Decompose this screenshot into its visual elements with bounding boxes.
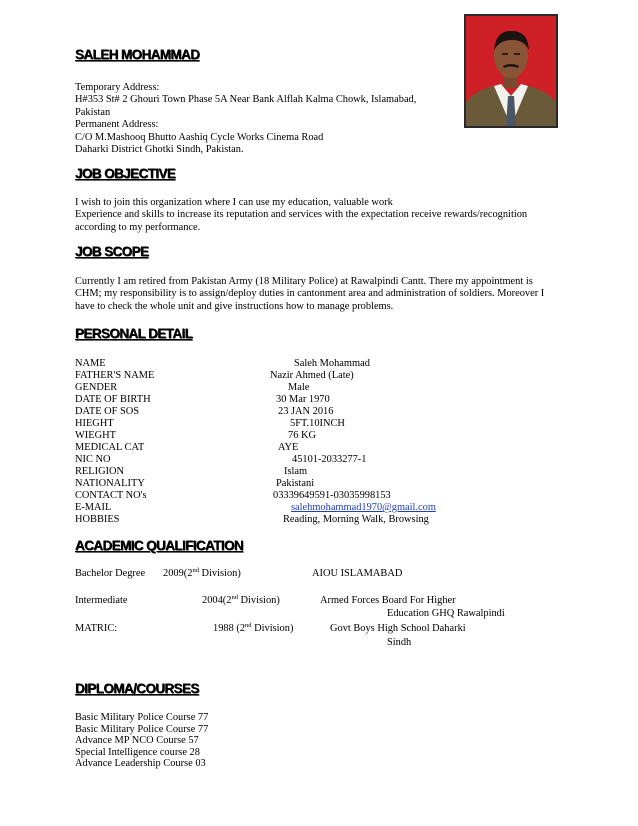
personal-value: Reading, Morning Walk, Browsing	[283, 514, 429, 525]
bachelor-year	[163, 568, 241, 580]
ordinal-suffix: nd	[192, 567, 199, 574]
course-item: Advance Leadership Course 03	[75, 758, 206, 770]
personal-value: Saleh Mohammad	[294, 358, 370, 369]
diploma-list	[75, 712, 208, 770]
year-text: 2004(2	[202, 595, 232, 606]
scope-line: Currently I am retired from Pakistan Army (18 Military Police) at Rawalpindi Cantt. There my appointment is	[75, 276, 533, 287]
personal-row	[75, 430, 535, 442]
personal-row	[75, 454, 535, 466]
temp-address-label: Temporary Address:	[75, 82, 160, 93]
intermediate-institution-line1: Armed Forces Board For Higher	[320, 595, 456, 606]
personal-value: Male	[288, 382, 310, 393]
personal-key: NATIONALITY	[75, 478, 145, 489]
personal-row	[75, 358, 535, 370]
personal-row	[75, 514, 535, 526]
personal-key: HOBBIES	[75, 514, 120, 525]
personal-value: Islam	[284, 466, 308, 477]
personal-value: 30 Mar 1970	[276, 394, 330, 405]
personal-key: HIEGHT	[75, 418, 114, 429]
personal-row	[75, 490, 535, 502]
diploma-heading: DIPLOMA/COURSES	[75, 681, 199, 696]
intermediate-year	[202, 595, 280, 607]
personal-row	[75, 382, 535, 394]
intermediate-degree: Intermediate	[75, 595, 128, 606]
personal-key: WIEGHT	[75, 430, 116, 441]
personal-value: 76 KG	[288, 430, 316, 441]
personal-detail-heading: PERSONAL DETAIL	[75, 326, 193, 341]
personal-row	[75, 502, 535, 514]
intermediate-institution-line2: Education GHQ Rawalpindi	[387, 608, 505, 619]
ordinal-suffix: nd	[231, 594, 238, 601]
academic-heading: ACADEMIC QUALIFICATION	[75, 538, 244, 553]
course-item: Basic Military Police Course 77	[75, 723, 209, 735]
ordinal-suffix: nd	[245, 622, 252, 629]
profile-photo	[464, 14, 558, 128]
year-text: 2009(2	[163, 568, 193, 579]
personal-key: DATE OF SOS	[75, 406, 140, 417]
objective-line: Experience and skills to increase its reputation and services with the expectation receive rewards/recognition	[75, 209, 528, 221]
personal-row	[75, 442, 535, 454]
personal-row	[75, 418, 535, 430]
personal-key: GENDER	[75, 382, 118, 393]
objective-line: I wish to join this organization where I can use my education, valuable work	[75, 197, 393, 208]
scope-line: CHM; my responsibility is to assign/deploy duties in cantonment area and administration of soldiers. Moreover I	[75, 288, 545, 300]
temp-address-line1: H#353 St# 2 Ghouri Town Phase 5A Near Bank Alflah Kalma Chowk, Islamabad,	[75, 94, 417, 106]
personal-value: Nazir Ahmed (Late)	[270, 370, 354, 381]
personal-row	[75, 394, 535, 406]
email-link[interactable]: salehmohammad1970@gmail.com	[291, 502, 436, 513]
personal-value: 23 JAN 2016	[278, 406, 334, 417]
personal-row	[75, 466, 535, 478]
job-scope-text	[75, 276, 544, 313]
personal-key: FATHER'S NAME	[75, 370, 155, 381]
personal-value: 03339649591-03035998153	[273, 490, 391, 501]
job-objective-heading: JOB OBJECTIVE	[75, 166, 176, 181]
year-text: 1988 (2	[213, 623, 246, 634]
personal-key: MEDICAL CAT	[75, 442, 145, 453]
bachelor-degree: Bachelor Degree	[75, 568, 146, 579]
matric-year	[213, 623, 293, 635]
personal-row	[75, 370, 535, 382]
personal-row	[75, 406, 535, 418]
personal-key: NAME	[75, 358, 106, 369]
scope-line: have to check the whole unit and give instructions how to manage problems.	[75, 300, 394, 312]
personal-value: 45101-2033277-1	[292, 454, 367, 465]
matric-institution-line2: Sindh	[387, 637, 412, 648]
job-scope-heading: JOB SCOPE	[75, 244, 149, 259]
course-item: Basic Military Police Course 77	[75, 712, 209, 723]
perm-address-line2: Daharki District Ghotki Sindh, Pakistan.	[75, 144, 244, 156]
personal-key: RELIGION	[75, 466, 125, 477]
matric-degree: MATRIC:	[75, 623, 118, 634]
temp-address-line2: Pakistan	[75, 106, 111, 118]
personal-value: Pakistani	[276, 478, 315, 489]
division-text: Division)	[237, 595, 280, 606]
objective-line: according to my performance.	[75, 221, 201, 233]
personal-key: CONTACT NO's	[75, 490, 147, 501]
course-item: Special Intelligence course 28	[75, 746, 200, 758]
personal-key: E-MAIL	[75, 502, 112, 513]
bachelor-institution: AIOU ISLAMABAD	[312, 568, 403, 579]
course-item: Advance MP NCO Course 57	[75, 735, 199, 747]
matric-institution-line1: Govt Boys High School Daharki	[330, 623, 466, 634]
person-portrait-image	[466, 16, 556, 126]
personal-row	[75, 478, 535, 490]
perm-address-label: Permanent Address:	[75, 119, 159, 131]
personal-value: 5FT.10INCH	[290, 418, 345, 429]
job-objective-text	[75, 197, 527, 234]
personal-key: NIC NO	[75, 454, 111, 465]
personal-key: DATE OF BIRTH	[75, 394, 151, 405]
division-text: Division)	[251, 623, 294, 634]
personal-value: AYE	[278, 442, 299, 453]
candidate-name: SALEH MOHAMMAD	[75, 47, 200, 62]
address-block	[75, 82, 416, 156]
division-text: Division)	[198, 568, 241, 579]
perm-address-line1: C/O M.Mashooq Bhutto Aashiq Cycle Works Cinema Road	[75, 131, 324, 143]
